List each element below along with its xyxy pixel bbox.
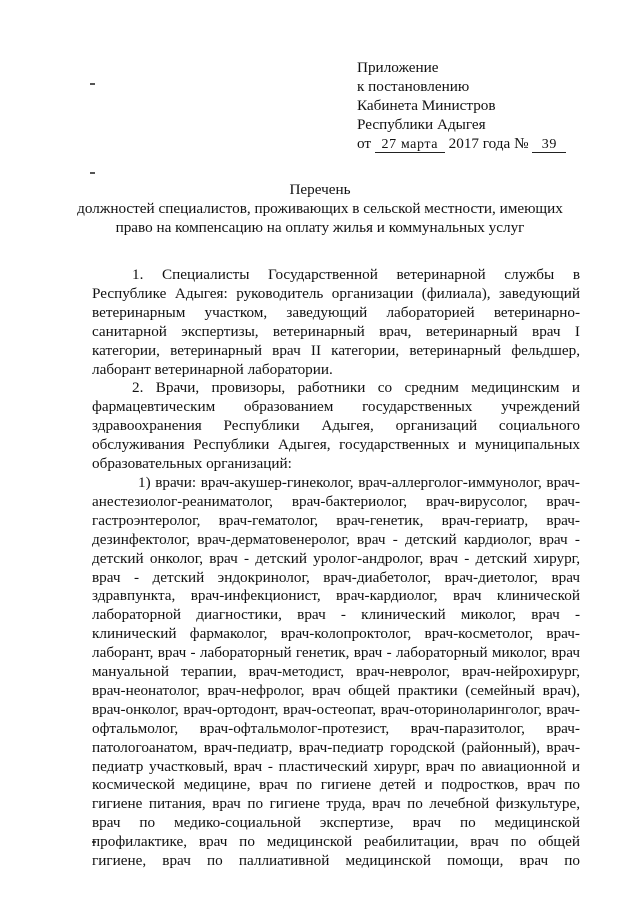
annex-line-2: к постановлению bbox=[357, 78, 470, 95]
resolution-date: 27 марта bbox=[375, 137, 445, 153]
paragraph-2: 2. Врачи, провизоры, работники со средним медицинским и фармацевтическим образованием государственных учреждений здравоохранения Республики Адыгея, организаций социального обслуживания Республики Адыгея, государственных и муниципальных образовательных организаций: bbox=[92, 379, 580, 473]
paragraph-1: 1. Специалисты Государственной ветеринарной службы в Республике Адыгея: руководитель организации (филиала), заведующий ветеринарным участком, заведующий лабораторией ветеринарно-санитарной экспертизы, ветеринарный врач, ветеринарный врач I категории, ветеринарный врач II категории, ветеринарный фельдшер, лаборант ветеринарной лаборатории. bbox=[92, 266, 580, 378]
annex-line-4: Республики Адыгея bbox=[357, 116, 486, 133]
annex-date-line bbox=[357, 134, 566, 153]
scan-speck bbox=[90, 172, 95, 174]
annex-line-3: Кабинета Министров bbox=[357, 97, 496, 114]
date-prefix: от bbox=[357, 135, 372, 152]
resolution-number: 39 bbox=[532, 137, 566, 153]
document-body bbox=[92, 266, 580, 871]
document-subtitle-line-2: право на компенсацию на оплату жилья и коммунальных услуг bbox=[115, 219, 525, 236]
document-heading: Перечень bbox=[289, 181, 351, 198]
annex-line-1: Приложение bbox=[357, 59, 439, 76]
year-text: 2017 года № bbox=[448, 135, 529, 152]
paragraph-3: 1) врачи: врач-акушер-гинеколог, врач-аллерголог-иммунолог, врач-анестезиолог-реаниматолог, врач-бактериолог, врач-вирусолог, врач-гастроэнтеролог, врач-гематолог, врач-генетик, врач-гериатр, врач-дезинфектолог, врач-дерматовенеролог, врач - детский кардиолог, врач - детский онколог, врач - детский уролог-андролог, врач - детский хирург, врач - детский эндокринолог, врач-диабетолог, врач-диетолог, врач здравпункта, врач-инфекционист, врач-кардиолог, врач клинической лабораторной диагностики, врач - клинический миколог, врач - клинический фармаколог, врач-колопроктолог, врач-косметолог, врач-лаборант, врач - лабораторный генетик, врач - лабораторный миколог, врач мануальной терапии, врач-методист, врач-невролог, врач-нейрохирург, врач-неонатолог, врач-нефролог, врач общей практики (семейный врач), врач-онколог, врач-ортодонт, врач-остеопат, врач-оториноларинголог, врач-офтальмолог, врач-офтальмолог-протезист, врач-паразитолог, врач-патологоанатом, врач-педиатр, врач-педиатр городской (районный), врач-педиатр участковый, врач - пластический хирург, врач по авиационной и космической медицине, врач по гигиене детей и подростков, врач по гигиене питания, врач по гигиене труда, врач по лечебной физкультуре, врач по медико-социальной экспертизе, врач по медицинской профилактике, врач по медицинской реабилитации, врач по общей гигиене, врач по паллиативной медицинской помощи, врач по bbox=[92, 473, 580, 870]
document-subtitle-line-1: должностей специалистов, проживающих в сельской местности, имеющих bbox=[77, 200, 563, 217]
scan-speck bbox=[90, 83, 95, 85]
annex-block bbox=[357, 58, 566, 153]
